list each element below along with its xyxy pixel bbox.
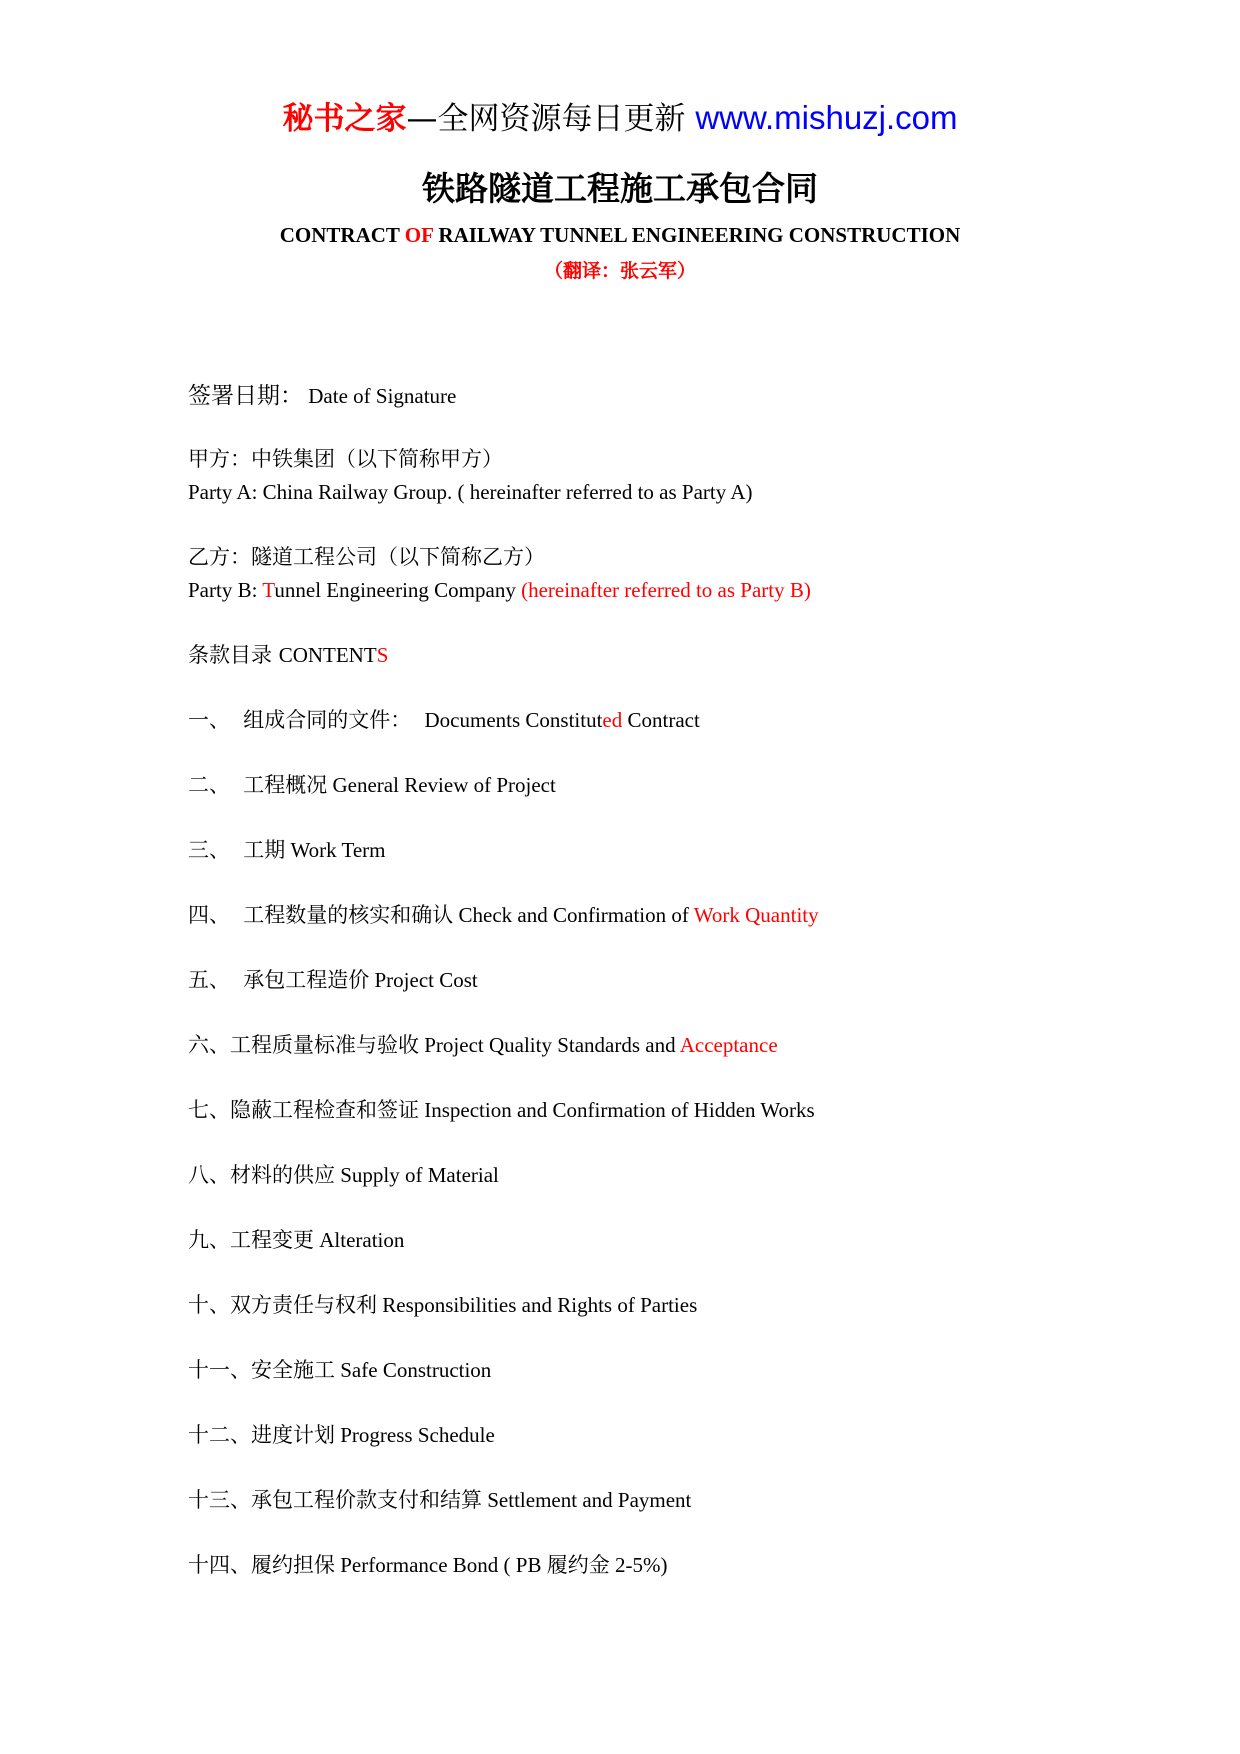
item-number: 十一、 [188,1358,251,1382]
item-title-cn: 组成合同的文件： [243,708,412,732]
item-title-cn: 材料的供应 [230,1163,335,1187]
item-title-en: Project Cost [374,968,478,992]
item-number: 一、 [188,708,230,732]
item-number: 三、 [188,838,230,862]
contents-item-5 [188,968,478,993]
item-title-en-highlight: ed [602,708,623,732]
item-title-en: Alteration [319,1228,405,1252]
party-b-t-highlight: T [262,578,275,602]
item-title-en: Inspection and Confirmation of Hidden Works [424,1098,815,1122]
item-number: 十二、 [188,1423,251,1447]
title-of-highlight: OF [404,223,434,247]
item-number: 九、 [188,1228,230,1252]
contents-heading-en: CONTENT [278,643,377,667]
contents-item-4 [188,903,819,928]
item-title-en: Work Term [290,838,386,862]
item-title-en: Performance Bond ( PB [340,1553,547,1577]
item-title-en-tail: Contract [622,708,700,732]
item-title-en: Documents Constitut [424,708,603,732]
contents-item-12 [188,1423,495,1448]
party-b-name: unnel Engineering Company [274,578,522,602]
contents-item-6 [188,1033,778,1058]
item-number: 四、 [188,903,230,927]
item-title-cn: 安全施工 [251,1358,335,1382]
item-title-en: General Review of Project [332,773,556,797]
contents-heading-cn: 条款目录 [188,643,279,667]
item-title-en: Safe Construction [340,1358,492,1382]
item-title-en-highlight: Work Quantity [693,903,819,927]
item-title-en: Check and Confirmation of [458,903,694,927]
contents-heading-s: S [376,643,389,667]
item-number: 十四、 [188,1553,251,1577]
item-title-cn: 履约担保 [251,1553,335,1577]
party-b-referred: (hereinafter referred to as Party B) [521,578,811,602]
item-title-en: Project Quality Standards and [424,1033,680,1057]
item-number: 八、 [188,1163,230,1187]
party-b-prefix: Party B: [188,578,263,602]
item-number: 十三、 [188,1488,251,1512]
contents-item-14 [188,1553,667,1578]
item-title-en: Progress Schedule [340,1423,495,1447]
item-title-cn: 工程概况 [243,773,328,797]
item-number: 二、 [188,773,230,797]
item-title-cn: 承包工程造价 [243,968,370,992]
translator-credit: （翻译：张云军） [543,260,696,282]
contents-heading [188,643,388,668]
party-a-cn: 甲方：中铁集团（以下简称甲方） [188,447,503,471]
item-title-cn: 进度计划 [251,1423,335,1447]
party-b-en [188,578,811,603]
item-number: 五、 [188,968,230,992]
item-title-en-tail: 2-5%) [609,1553,668,1577]
site-banner [0,98,1240,138]
item-title-cn: 工期 [243,838,286,862]
item-title-cn: 隐蔽工程检查和签证 [230,1098,419,1122]
item-title-cn: 工程变更 [230,1228,314,1252]
item-title-cn: 工程质量标准与验收 [230,1033,419,1057]
item-title-cn: 承包工程价款支付和结算 [251,1488,482,1512]
banner-slogan: —全网资源每日更新 [406,101,686,137]
signature-date-line [188,383,456,411]
contents-item-9 [188,1228,404,1253]
contents-item-8 [188,1163,499,1188]
item-number: 十、 [188,1293,230,1317]
contents-item-2 [188,773,556,798]
signature-label-cn: 签署日期： [188,383,303,409]
title-part-1: CONTRACT [279,223,405,247]
contents-item-3 [188,838,386,863]
contents-item-13 [188,1488,691,1513]
item-title-en: Supply of Material [340,1163,499,1187]
document-title-english [0,223,1240,248]
item-title-cn: 工程数量的核实和确认 [243,903,454,927]
contents-item-7 [188,1098,815,1123]
contents-item-1 [188,708,700,733]
signature-label-en: Date of Signature [308,384,457,408]
item-title-en: Settlement and Payment [487,1488,692,1512]
party-b-cn: 乙方：隧道工程公司（以下简称乙方） [188,545,545,569]
brand-name: 秘书之家 [282,101,407,137]
item-number: 六、 [188,1033,230,1057]
document-title-chinese: 铁路隧道工程施工承包合同 [422,169,818,208]
item-title-en-cn-term: 履约金 [546,1553,610,1577]
title-part-2: RAILWAY TUNNEL ENGINEERING CONSTRUCTION [433,223,961,247]
contents-item-10 [188,1293,697,1318]
site-url[interactable]: www.mishuzj.com [695,99,958,136]
item-title-en-highlight: Acceptance [679,1033,778,1057]
party-a-en: Party A: China Railway Group. ( hereinafter referred to as Party A) [188,480,753,504]
item-title-cn: 双方责任与权利 [230,1293,377,1317]
contents-item-11 [188,1358,491,1383]
item-number: 七、 [188,1098,230,1122]
item-title-en: Responsibilities and Rights of Parties [382,1293,698,1317]
